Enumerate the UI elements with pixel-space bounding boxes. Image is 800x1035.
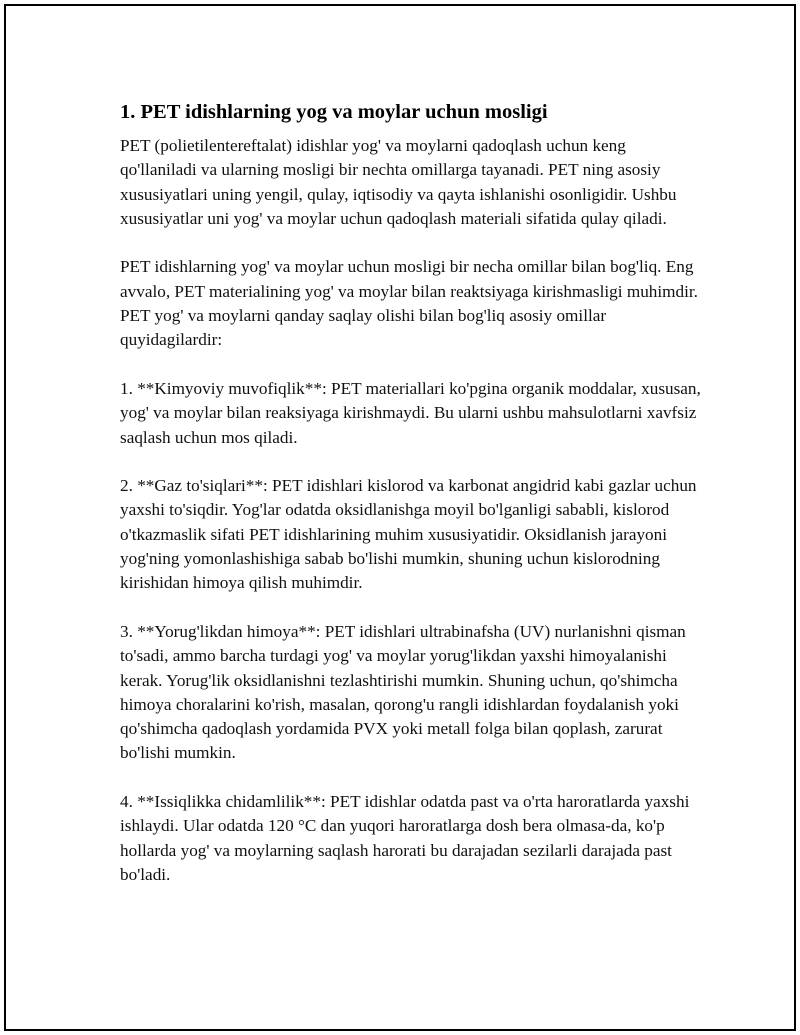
paragraph-intro: PET (polietilentereftalat) idishlar yog' va moylarni qadoqlash uchun keng qo'llaniladi va ularning mosligi bir nechta omillarga tayanadi. PET ning asosiy xususiyatlari uning yengil, qulay, iqtisodiy va qayta ishlanishi osonligidir. Ushbu xususiyatlar uni yog' va moylar uchun qadoqlash materiali sifatida qulay qiladi. [120, 136, 677, 228]
page-frame [4, 4, 796, 1031]
section-title: 1. PET idishlarning yog va moylar uchun mosligi [120, 101, 548, 123]
paragraph-factors: PET idishlarning yog' va moylar uchun mosligi bir necha omillar bilan bog'liq. Eng avvalo, PET materialining yog' va moylar bilan reaktsiyaga kirishmasligi muhimdir. PET yog' va moylarni qanday saqlay olishi bilan bog'liq asosiy omillar quyidagilardir: [120, 257, 698, 350]
document-body [120, 100, 705, 887]
paragraph-heat-resistance: 4. **Issiqlikka chidamlilik**: PET idishlar odatda past va o'rta haroratlarda yaxshi ishlaydi. Ular odatda 120 °C dan yuqori haroratlarga dosh bera olmasa-da, ko'p hollarda yog' va moylarning saqlash harorati bu darajadan sezilarli darajada past bo'ladi. [120, 792, 690, 884]
paragraph-chemical-compatibility: 1. **Kimyoviy muvofiqlik**: PET materiallari ko'pgina organik moddalar, xususan, yog' va moylar bilan reaksiyaga kirishmaydi. Bu ularni ushbu mahsulotlarni xavfsiz saqlash uchun mos qiladi. [120, 378, 701, 447]
paragraph-light-protection: 3. **Yorug'likdan himoya**: PET idishlari ultrabinafsha (UV) nurlanishni qisman to'sadi, ammo barcha turdagi yog' va moylar yorug'likdan yaxshi himoyalanishi kerak. Yorug'lik oksidlanishni tezlashtirishi mumkin. Shuning uchun, qo'shimcha himoya choralarini ko'rish, masalan, qorong'u rangli idishlardan foydalanish yoki qo'shimcha qadoqlash yordamida PVX yoki metall folga bilan qoplash, zarurat bo'lishi mumkin. [120, 621, 686, 763]
paragraph-gas-barrier: 2. **Gaz to'siqlari**: PET idishlari kislorod va karbonat angidrid kabi gazlar uchun yaxshi to'siqdir. Yog'lar odatda oksidlanishga moyil bo'lganligi sababli, kislorod o'tkazmaslik sifati PET idishlarining muhim xususiyatidir. Oksidlanish jarayoni yog'ning yomonlashishiga sabab bo'lishi mumkin, shuning uchun kislorodning kirishidan himoya qilish muhimdir. [120, 476, 697, 593]
